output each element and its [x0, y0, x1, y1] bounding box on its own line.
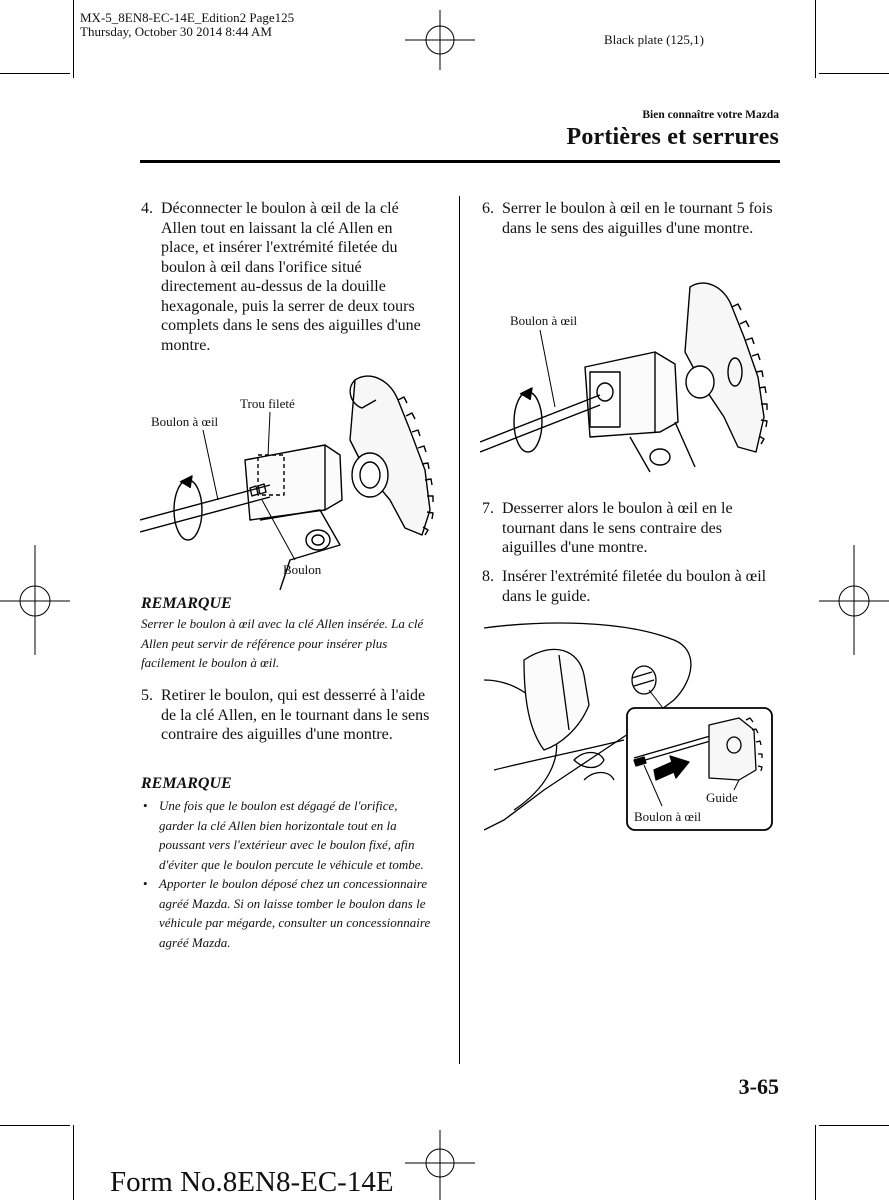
note-2-bullet	[141, 796, 431, 874]
bullet-dot-icon: •	[143, 798, 148, 813]
step-4	[141, 199, 431, 355]
registration-mark-top	[405, 10, 475, 70]
step-6-text: Serrer le boulon à œil en le tournant 5 fois dans le sens des aiguilles d'une montre.	[502, 200, 773, 237]
print-meta-line2: Thursday, October 30 2014 8:44 AM	[80, 24, 272, 39]
step-8-text: Insérer l'extrémité filetée du boulon à œil dans le guide.	[502, 568, 767, 605]
note-1-text: Serrer le boulon à œil avec la clé Allen insérée. La clé Allen peut servir de référence pour insérer plus facilement le boulon à œil.	[141, 616, 424, 670]
figure-eyebolt-tighten	[480, 272, 780, 482]
step-5-number: 5.	[141, 687, 153, 704]
section-label: Bien connaître votre Mazda	[642, 109, 779, 121]
registration-mark-right	[819, 545, 889, 655]
fig1-label-bolt: Boulon	[283, 562, 322, 577]
fig1-label-threaded-hole: Trou fileté	[240, 396, 295, 411]
print-plate: Black plate (125,1)	[604, 32, 704, 47]
figure-eyebolt-threaded-hole	[140, 360, 440, 590]
step-4-number: 4.	[141, 200, 153, 217]
step-5-text: Retirer le boulon, qui est desserré à l'aide de la clé Allen, en le tournant dans le sens contraire des aiguilles d'une montre.	[161, 687, 430, 743]
step-6-number: 6.	[482, 200, 494, 217]
step-5	[141, 686, 431, 745]
fig1-label-eyebolt: Boulon à œil	[151, 414, 219, 429]
fig3-label-eyebolt: Boulon à œil	[634, 809, 702, 824]
registration-mark-bottom	[405, 1130, 475, 1200]
step-7-text: Desserrer alors le boulon à œil en le tournant dans le sens contraire des aiguilles d'une montre.	[502, 500, 733, 556]
bullet-dot-icon: •	[143, 876, 148, 891]
fig3-label-guide: Guide	[706, 790, 738, 805]
column-divider	[459, 196, 460, 1064]
note-2-bullet-text: Une fois que le boulon est dégagé de l'orifice, garder la clé Allen bien horizontale tout en la poussant vers l'extérieur avec le boulon fixé, afin d'éviter que le boulon percute le véhicule et tombe.	[159, 798, 424, 872]
fig2-label-eyebolt: Boulon à œil	[510, 313, 578, 328]
note-1-heading: REMARQUE	[141, 595, 232, 612]
note-2-bullet	[141, 874, 431, 952]
page-title: Portières et serrures	[566, 124, 779, 150]
page-number: 3-65	[738, 1074, 779, 1099]
registration-mark-left	[0, 545, 70, 655]
step-7-number: 7.	[482, 500, 494, 517]
note-2-bullet-text: Apporter le boulon déposé chez un concessionnaire agréé Mazda. Si on laisse tomber le boulon dans le véhicule par mégarde, consulter un concessionnaire agréé Mazda.	[159, 876, 431, 950]
step-8	[482, 567, 777, 606]
step-8-number: 8.	[482, 568, 494, 585]
note-2-heading: REMARQUE	[141, 775, 232, 792]
step-6	[482, 199, 777, 238]
note-2-bullets	[141, 796, 431, 952]
step-7	[482, 499, 777, 558]
step-4-text: Déconnecter le boulon à œil de la clé Allen tout en laissant la clé Allen en place, et insérer l'extrémité filetée du boulon à œil dans l'orifice situé directement au-dessus de la douille hexagonale, puis la serrer de deux tours complets dans le sens des aiguilles d'une montre.	[161, 200, 421, 354]
print-meta-line1: MX-5_8EN8-EC-14E_Edition2 Page125	[80, 10, 295, 25]
header-rule	[140, 160, 780, 163]
form-number: Form No.8EN8-EC-14E	[110, 1166, 394, 1198]
